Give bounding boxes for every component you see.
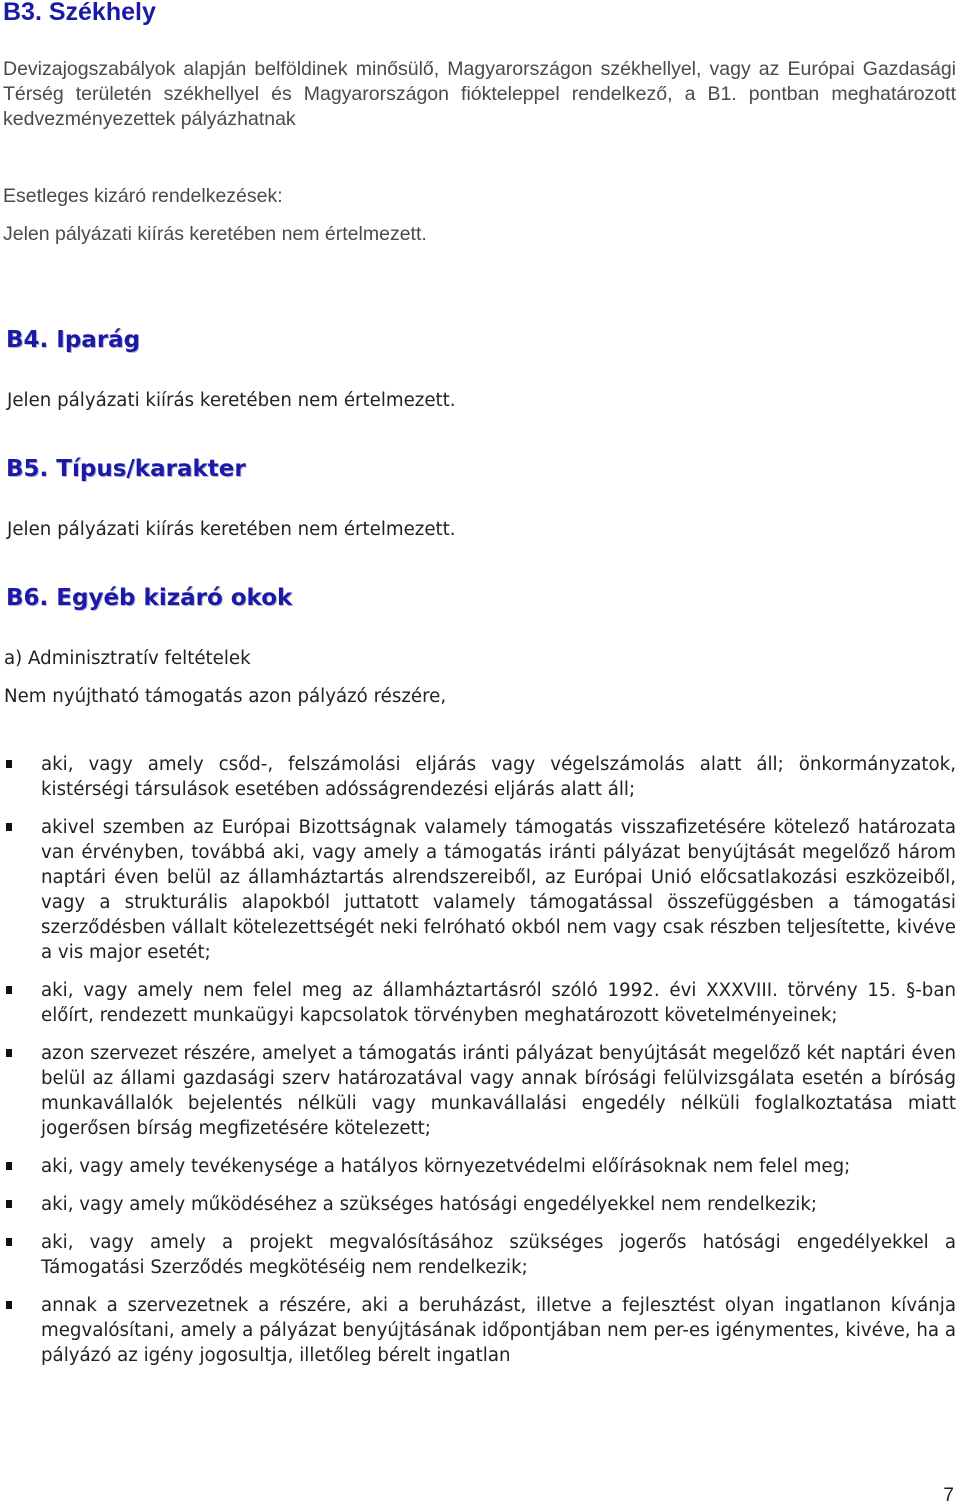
list-item	[0, 815, 956, 965]
list-item	[0, 1041, 956, 1141]
section-heading-b6: B6. Egyéb kizáró okok	[6, 585, 293, 611]
list-item-text: aki, vagy amely nem felel meg az államháztartásról szóló 1992. évi XXXVIII. törvény 15. §-ban előírt, rendezett munkaügyi kapcsolatok törvényben meghatározott követelményeinek;	[41, 980, 956, 1026]
list-item-text: aki, vagy amely a projekt megvalósításához szükséges jogerős hatósági engedélyekkel a Támogatási Szerződés megkötéséig nem rendelkezik;	[41, 1232, 956, 1278]
square-bullet-icon	[6, 1200, 12, 1208]
exclusion-bullet-list	[0, 752, 960, 1368]
square-bullet-icon	[6, 1238, 12, 1246]
page-number: 7	[943, 1485, 954, 1506]
list-item	[0, 1293, 956, 1368]
list-item	[0, 1192, 956, 1217]
section-b6-lead: Nem nyújtható támogatás azon pályázó részére,	[4, 686, 447, 707]
section-b3-exclusion-text: Jelen pályázati kiírás keretében nem értelmezett.	[3, 223, 427, 245]
square-bullet-icon	[6, 823, 12, 831]
list-item-text: aki, vagy amely tevékenysége a hatályos környezetvédelmi előírásoknak nem felel meg;	[41, 1156, 851, 1177]
list-item-text: azon szervezet részére, amelyet a támogatás iránti pályázat benyújtását megelőző két naptári éven belül az állami gazdasági szerv határozatával vagy annak bírósági felülvizsgálata esetén a bíróság munkavállalók bejelentés nélküli vagy munkavállalási engedély nélküli foglalkoztatása miatt jogerősen bírság megfizetésére kötelezett;	[41, 1043, 956, 1139]
list-item-text: aki, vagy amely működéséhez a szükséges hatósági engedélyekkel nem rendelkezik;	[41, 1194, 817, 1215]
section-b5-text: Jelen pályázati kiírás keretében nem értelmezett.	[7, 519, 456, 540]
square-bullet-icon	[6, 760, 12, 768]
section-heading-b4: B4. Iparág	[6, 327, 141, 353]
list-item	[0, 1154, 956, 1179]
section-b3-exclusion-label: Esetleges kizáró rendelkezések:	[3, 185, 283, 207]
section-b6-subheading: a) Adminisztratív feltételek	[4, 648, 251, 669]
square-bullet-icon	[6, 986, 12, 994]
list-item-text: akivel szemben az Európai Bizottságnak valamely támogatás visszafizetésére kötelező határozata van érvényben, továbbá aki, vagy amely a támogatás iránti pályázat benyújtását megelőző három naptári éven belül az államháztartás alrendszereiből, az Európai Unió előcsatlakozási eszközeiből, vagy a strukturális alapokból juttatott valamely támogatással összefüggésben a támogatási szerződésben vállalt kötelezettségét neki felróható okból nem vagy csak részben teljesítette, kivéve a vis major esetét;	[41, 817, 956, 963]
list-item-text: aki, vagy amely csőd-, felszámolási eljárás vagy végelszámolás alatt áll; önkormányzatok, kistérségi társulások esetében adósságrendezési eljárás alatt áll;	[41, 754, 956, 800]
list-item	[0, 752, 956, 802]
list-item-text: annak a szervezetnek a részére, aki a beruházást, illetve a fejlesztést olyan ingatlanon kívánja megvalósítani, amely a pályázat benyújtásának időpontjában nem per-es igénymentes, kivéve, ha a pályázó az igény jogosultja, illetőleg bérelt ingatlan	[41, 1295, 956, 1366]
section-heading-b3: B3. Székhely	[3, 0, 156, 26]
square-bullet-icon	[6, 1301, 12, 1309]
square-bullet-icon	[6, 1162, 12, 1170]
section-b3-intro: Devizajogszabályok alapján belföldinek minősülő, Magyarországon székhellyel, vagy az Európai Gazdasági Térség területén székhellyel és Magyarországon fiókteleppel rendelkező, a B1. pontban meghatározott kedvezményezettek pályázhatnak	[3, 58, 956, 130]
section-b4-text: Jelen pályázati kiírás keretében nem értelmezett.	[7, 390, 456, 411]
list-item	[0, 978, 956, 1028]
square-bullet-icon	[6, 1049, 12, 1057]
section-heading-b5: B5. Típus/karakter	[6, 456, 246, 482]
list-item	[0, 1230, 956, 1280]
